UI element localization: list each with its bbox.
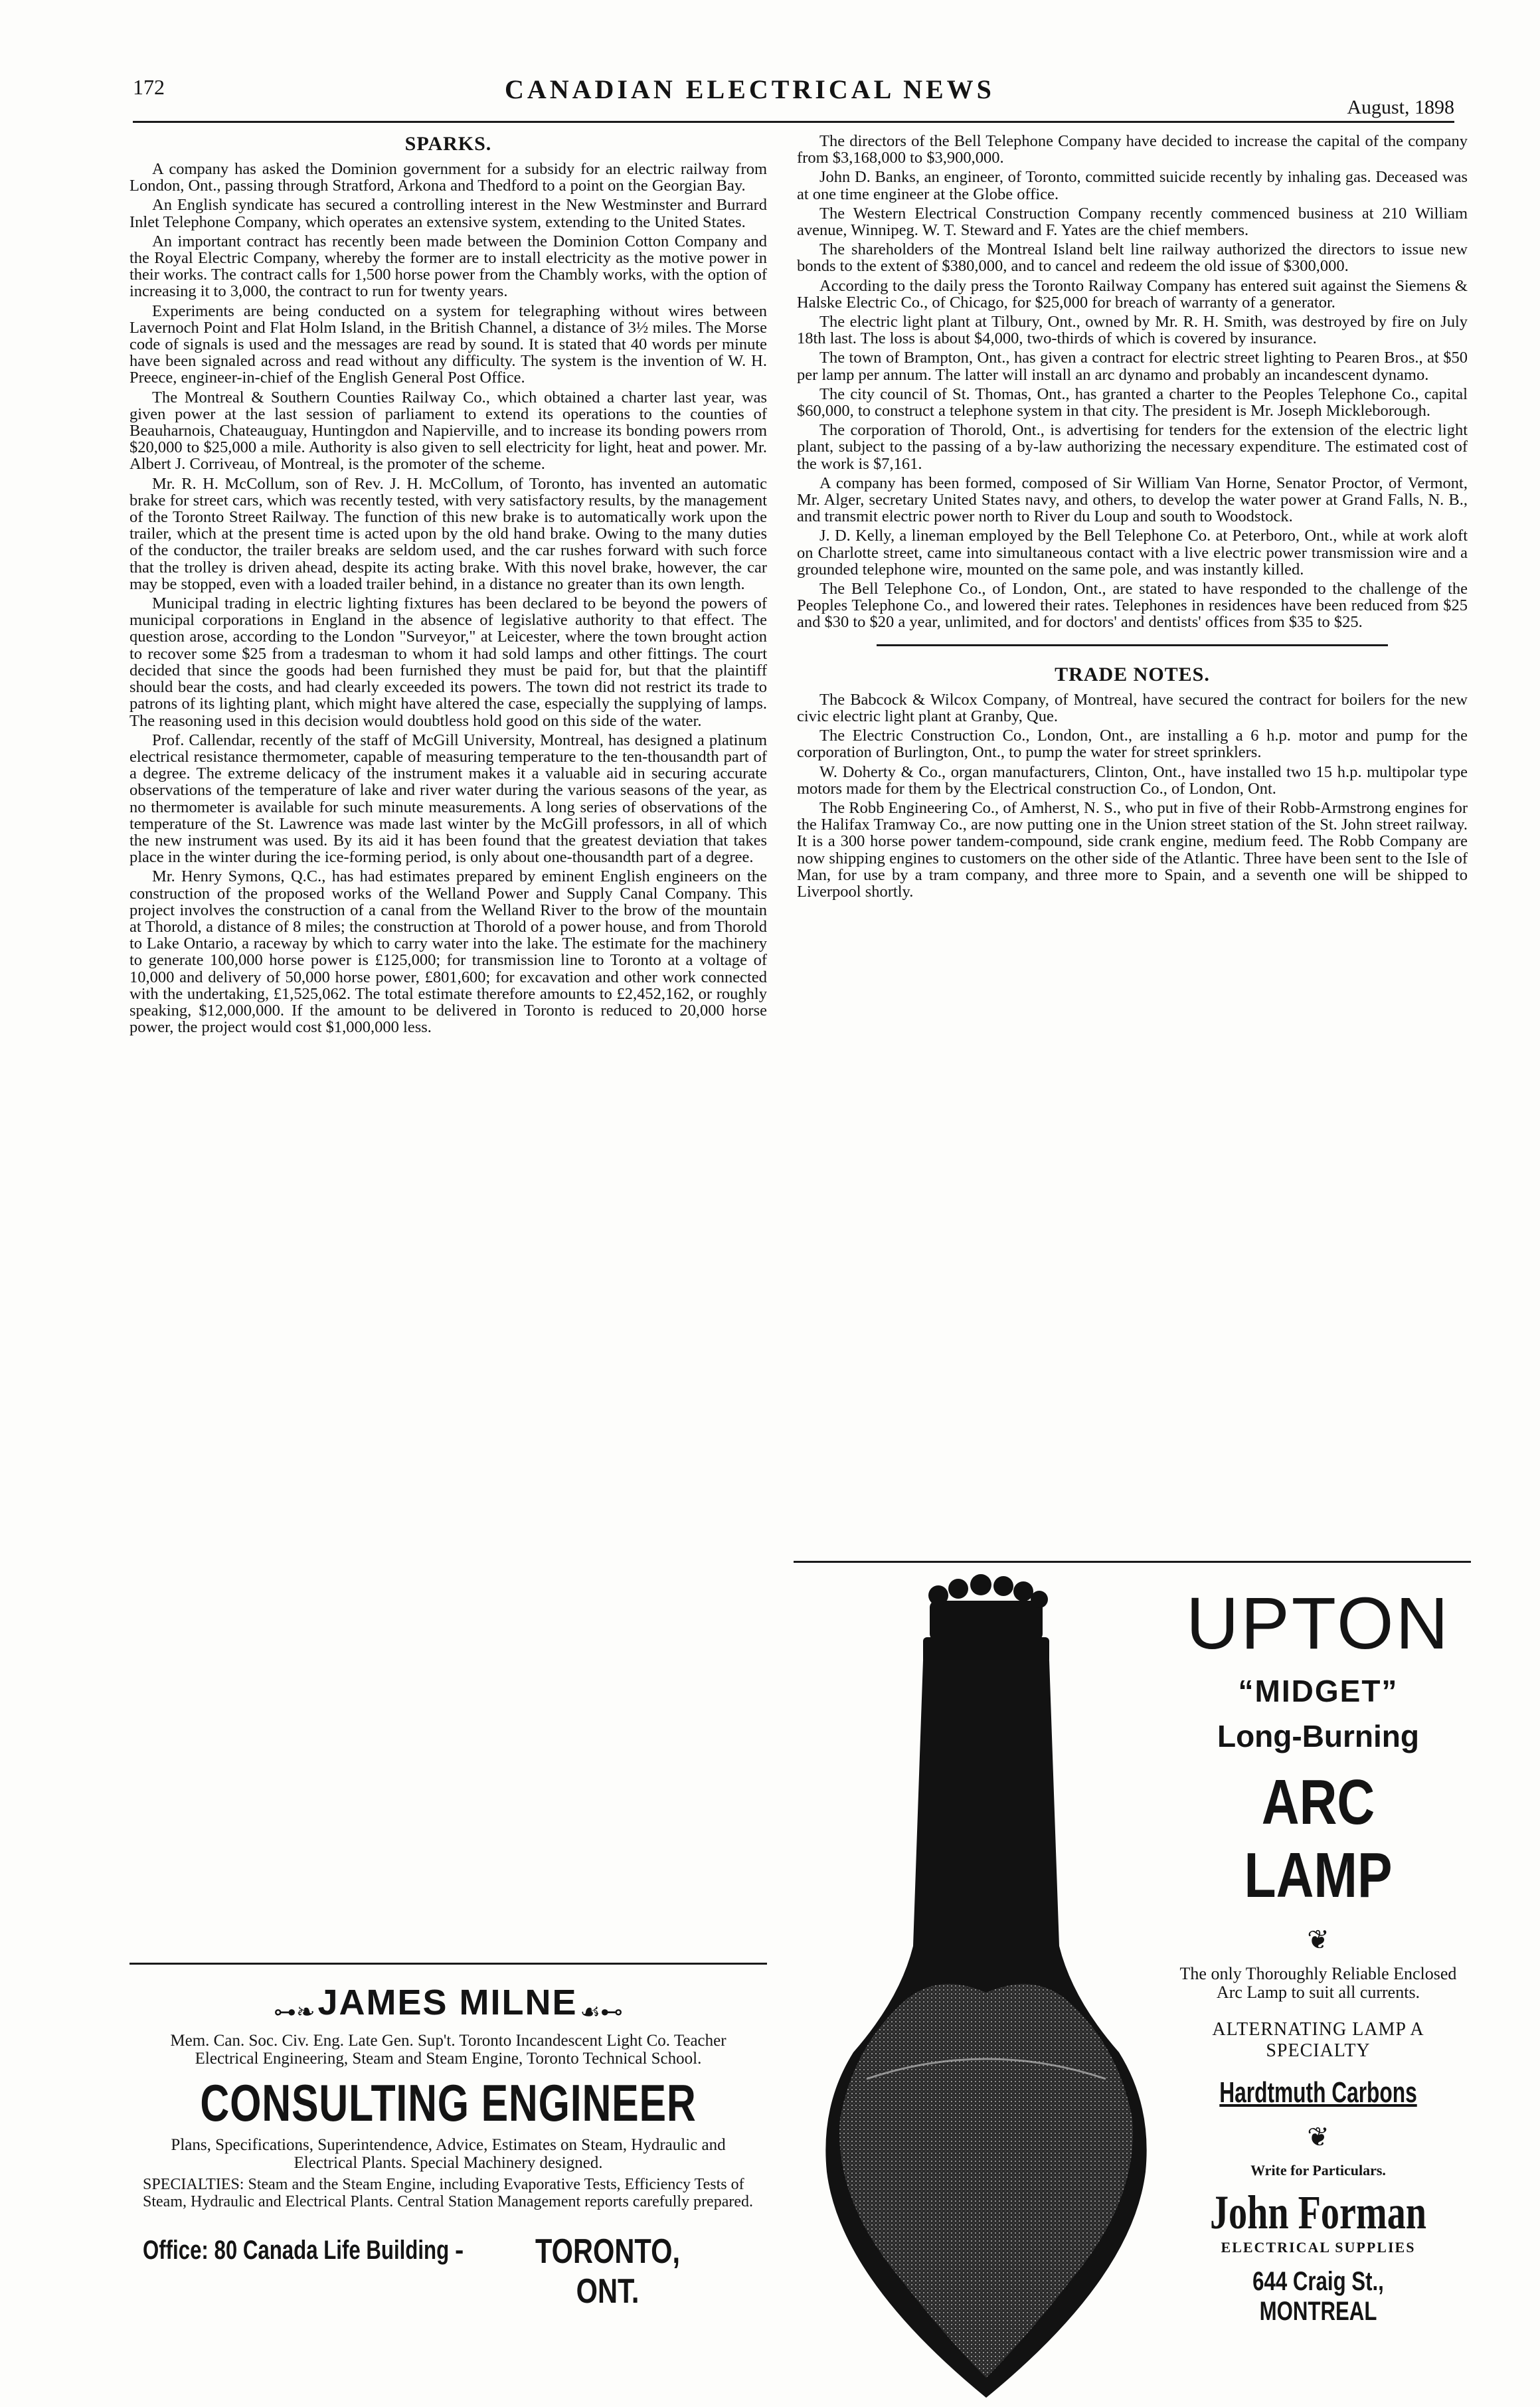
article-paragraph: The Bell Telephone Co., of London, Ont., are stated to have responded to the challenge of the Peoples Telephone Co., and lowered their rates. Telephones in residences have been reduced from $25 and $30 to $20 a year, unlimited, and for doctors' and dentists' offices from $35 to $25. bbox=[797, 580, 1468, 632]
upton-supplies: ELECTRICAL SUPPLIES bbox=[1221, 2239, 1416, 2256]
upton-dealer: John Forman bbox=[1209, 2186, 1427, 2239]
upton-address: 644 Craig St., MONTREAL bbox=[1252, 2267, 1384, 2326]
ad-divider bbox=[129, 1963, 767, 1965]
milne-office: Office: 80 Canada Life Building bbox=[143, 2236, 450, 2266]
article-paragraph: Experiments are being conducted on a system for telegraphing without wires between Lavernoch Point and Flat Holm Island, in the British Channel, a distance of 3½ miles. The Morse code of signals is used and the messages are read by sound. It is stated that 40 words per minute have been signaled across and read without any difficulty. The system is the invention of W. H. Preece, engineer-in-chief of the English General Post Office. bbox=[129, 302, 767, 387]
sparks-heading: SPARKS. bbox=[404, 133, 492, 155]
upton-description: The only Thoroughly Reliable Enclosed Arc Lamp to suit all currents. bbox=[1179, 1964, 1457, 2002]
milne-specialties: SPECIALTIES: Steam and the Steam Engine, including Evaporative Tests, Efficiency Tests of Steam, Hydraulic and Electrical Plants. Central Station Management reports carefully prepared. bbox=[143, 2176, 754, 2211]
article-paragraph: The corporation of Thorold, Ont., is advertising for tenders for the extension of the electric light plant, subject to the passing of a by-law authorizing the necessary expenditure. The estimated cost of the work is $7,161. bbox=[797, 421, 1468, 473]
arc-lamp-illustration bbox=[807, 1574, 1165, 2407]
upton-model: “MIDGET” bbox=[1238, 1674, 1399, 1708]
article-paragraph: Prof. Callendar, recently of the staff of McGill University, Montreal, has designed a platinum electrical resistance thermometer, capable of measuring temperature to the ten-thousandth part of a degree. The extreme delicacy of the instrument makes it a valuable aid in securing accurate observations of the temperature of lake and river water during the various seasons of the year, as no thermometer is available for such minute measurements. A long series of observations of the temperature of the St. Lawrence was made last winter by the McGill professors, in all of which the new instrument was used. By its aid it has been found that the greatest deviation that takes place in the winter during the ice-forming period, is only about one-thousandth part of a degree. bbox=[129, 731, 767, 867]
article-paragraph: Municipal trading in electric lighting fixtures has been declared to be beyond the powers of municipal corporations in England in the absence of legislative authority to that effect. The question arose, according to the London "Surveyor," at Leicester, where the town brought action to recover some $25 from a tradesman to whom it had sold lamps and other fittings. The court decided that since the goods had been furnished they must be paid for, but that the plaintiff should bear the costs, and had clearly exceeded its powers. The town did not restrict its trade to patrons of its lighting plant, which might have altered the case, especially the supplying of lamps. The reasoning used in this decision would doubtless hold good on this side of the water. bbox=[129, 594, 767, 730]
upton-brand: UPTON bbox=[1185, 1583, 1450, 1664]
ornament-icon: ⊶❧ bbox=[273, 2000, 315, 2025]
article-paragraph: The town of Brampton, Ont., has given a contract for electric street lighting to Pearen Bros., at $50 per lamp per annum. The latter will install an arc dynamo and probably an incandescent dynamo. bbox=[797, 349, 1468, 384]
fleuron-icon: ❦ bbox=[1307, 1925, 1329, 1955]
upton-product: ARC LAMP bbox=[1244, 1767, 1393, 1911]
article-paragraph: Mr. R. H. McCollum, son of Rev. J. H. McCollum, of Toronto, has invented an automatic brake for street cars, which was recently tested, with very satisfactory results, by the management of the Toronto Street Railway. The function of this new brake is to automatically work upon the trailer, which at the present time is acted upon by the old hand brake. Owing to the many duties of the conductor, the trailer breaks are seldom used, and the car rushes forward with such force that the trolley is driven ahead, despite its acting brake. With this novel brake, however, the car may be stopped, even with a loaded trailer behind, in a distance no greater than its own length. bbox=[129, 474, 767, 593]
issue-date: August, 1898 bbox=[1347, 96, 1454, 118]
article-paragraph: The city council of St. Thomas, Ont., has granted a charter to the Peoples Telephone Co., capital $60,000, to construct a telephone system in that city. The president is Mr. Joseph Mickleborough. bbox=[797, 385, 1468, 420]
upton-carbons: Hardtmuth Carbons bbox=[1219, 2076, 1417, 2109]
upton-write: Write for Particulars. bbox=[1250, 2162, 1386, 2179]
article-paragraph: The electric light plant at Tilbury, Ont., owned by Mr. R. H. Smith, was destroyed by fire on July 18th last. The loss is about $4,000, two-thirds of which is covered by insurance. bbox=[797, 313, 1468, 348]
article-paragraph: The directors of the Bell Telephone Company have decided to increase the capital of the company from $3,168,000 to $3,900,000. bbox=[797, 132, 1468, 167]
trade-paragraph: The Electric Construction Co., London, Ont., are installing a 6 h.p. motor and pump for the corporation of Burlington, Ont., to pump the water for street sprinklers. bbox=[797, 727, 1468, 762]
milne-advertisement bbox=[129, 1963, 767, 2311]
right-column bbox=[797, 133, 1468, 903]
trade-paragraph: The Babcock & Wilcox Company, of Montreal, have secured the contract for boilers for the new civic electric light plant at Granby, Que. bbox=[797, 690, 1468, 725]
article-paragraph: An important contract has recently been made between the Dominion Cotton Company and the Royal Electric Company, whereby the former are to install electricity as the motive power in their works. The contract calls for 1,500 horse power from the Chambly works, with the option of increasing it to 3,000, the contract to run for twenty years. bbox=[129, 232, 767, 301]
milne-name-line bbox=[129, 1982, 767, 2025]
upton-subtitle: Long-Burning bbox=[1217, 1719, 1419, 1753]
article-paragraph: According to the daily press the Toronto Railway Company has entered suit against the Siemens & Halske Electric Co., of Chicago, for $25,000 for breach of warranty of a generator. bbox=[797, 276, 1468, 312]
article-paragraph: The shareholders of the Montreal Island belt line railway authorized the directors to issue new bonds to the extent of $380,000, and to cancel and redeem the old issue of $300,000. bbox=[797, 240, 1468, 276]
milne-credentials: Mem. Can. Soc. Civ. Eng. Late Gen. Sup't. Toronto Incandescent Light Co. Teacher Electrical Engineering, Steam and Steam Engine, Toronto Technical School. bbox=[170, 2032, 727, 2068]
article-paragraph: Mr. Henry Symons, Q.C., has had estimates prepared by eminent English engineers on the construction of the proposed works of the Welland Power and Supply Canal Company. This project involves the construction of a canal from the Welland River to the brow of the mountain at Thorold, a distance of 8 miles; the construction at Thorold of a power house, and from Thorold to Lake Ontario, a raceway by which to carry water into the lake. The estimate for the machinery to generate 100,000 horse power is £125,000; for transmission line to Toronto at a voltage of 10,000 and delivery of 50,000 horse power, £801,600; for excavation and other work connected with the undertaking, £1,525,062. The total estimate therefore amounts to £2,452,162, or roughly speaking, $12,000,000. If the amount to be delivered in Toronto is reduced to 20,000 horse power, the project would cost $1,000,000 less. bbox=[129, 867, 767, 1037]
ornament-icon: ☙⊷ bbox=[580, 2000, 624, 2025]
article-paragraph: The Western Electrical Construction Company recently commenced business at 210 William avenue, Winnipeg. W. T. Steward and F. Yates are the chief members. bbox=[797, 204, 1468, 240]
upton-alternating: ALTERNATING LAMP A SPECIALTY bbox=[1212, 2019, 1424, 2061]
article-paragraph: An English syndicate has secured a controlling interest in the New Westminster and Burrard Inlet Telephone Company, which operates an extensive system, extending to the United States. bbox=[129, 196, 767, 231]
article-paragraph: J. D. Kelly, a lineman employed by the Bell Telephone Co. at Peterboro, Ont., while at work aloft on Charlotte street, came into simultaneous contact with a live electric power transmission wire and a grounded telephone wire, mounted on the same pole, and was instantly killed. bbox=[797, 527, 1468, 579]
milne-city: TORONTO, ONT. bbox=[535, 2232, 681, 2311]
milne-plans: Plans, Specifications, Superintendence, Advice, Estimates on Steam, Hydraulic and Electrical Plants. Special Machinery designed. bbox=[171, 2136, 726, 2173]
lamp-globe bbox=[839, 1984, 1133, 2378]
trade-paragraph: The Robb Engineering Co., of Amherst, N. S., who put in five of their Robb-Armstrong engines for the Halifax Tramway Co., are now putting one in the Union street station of the St. John street railway. It is a 300 horse power tandem-compound, side crank engine, medium feed. The Robb Company are now shipping engines to customers on the other side of the Atlantic. Three have been sent to the Isle of Man, for use by a tram company, and three more to Spain, and a seventh one will be shipped to Liverpool shortly. bbox=[797, 798, 1468, 901]
milne-office-line bbox=[129, 2230, 767, 2311]
milne-separator: - bbox=[455, 2236, 464, 2266]
trade-notes-heading: TRADE NOTES. bbox=[1055, 663, 1210, 685]
section-divider bbox=[877, 644, 1388, 646]
article-paragraph: A company has been formed, composed of Sir William Van Horne, Senator Proctor, of Vermont, Mr. Alger, secretary United States navy, and others, to develop the water power at Grand Falls, N. B., and transmit electric power north to River du Loup and south to Woodstock. bbox=[797, 474, 1468, 526]
upton-advertisement bbox=[1169, 1584, 1468, 2327]
left-column bbox=[129, 133, 767, 1038]
milne-title: CONSULTING ENGINEER bbox=[200, 2074, 697, 2133]
page-header bbox=[133, 70, 1454, 123]
article-paragraph: A company has asked the Dominion government for a subsidy for an electric railway from London, Ont., passing through Stratford, Arkona and Thedford to a point on the Georgian Bay. bbox=[129, 160, 767, 195]
journal-title: CANADIAN ELECTRICAL NEWS bbox=[505, 74, 995, 104]
article-paragraph: The Montreal & Southern Counties Railway Co., which obtained a charter last year, was given power at the last session of parliament to extend its operations to the counties of Beauharnois, Chateauguay, Huntingdon and Napierville, and to increase its bonding powers rrom $20,000 to $25,000 a mile. Authority is also given to sell electricity for light, heat and power. Mr. Albert J. Corriveau, of Montreal, is the promoter of the scheme. bbox=[129, 388, 767, 474]
ad-divider bbox=[794, 1561, 1471, 1563]
page-number: 172 bbox=[133, 75, 165, 99]
milne-name: JAMES MILNE bbox=[317, 1983, 578, 2022]
article-paragraph: John D. Banks, an engineer, of Toronto, committed suicide recently by inhaling gas. Deceased was at one time engineer at the Globe office. bbox=[797, 168, 1468, 203]
lamp-crown bbox=[923, 1574, 1049, 1664]
fleuron-icon: ❦ bbox=[1307, 2122, 1329, 2152]
trade-paragraph: W. Doherty & Co., organ manufacturers, Clinton, Ont., have installed two 15 h.p. multipolar type motors made for them by the Electrical construction Co., of London, Ont. bbox=[797, 762, 1468, 798]
